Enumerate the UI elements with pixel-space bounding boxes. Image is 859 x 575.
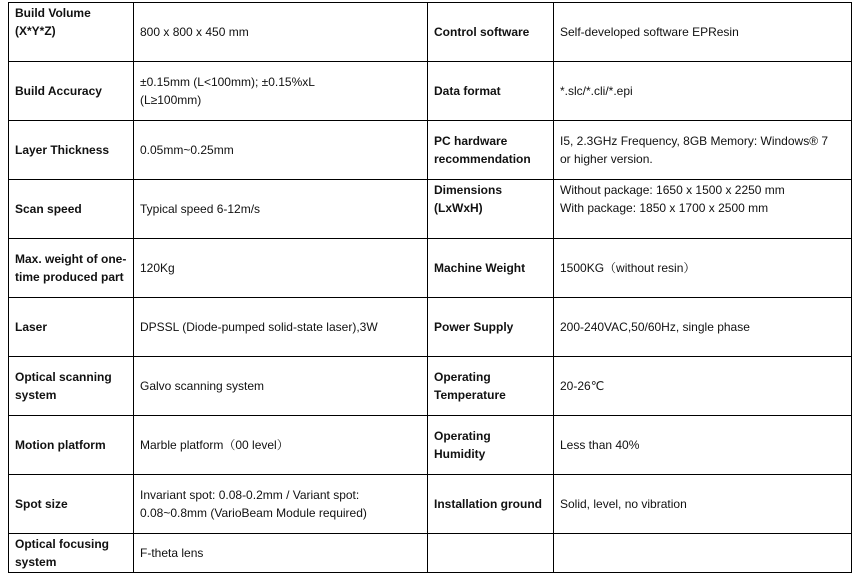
spec-label-text: Data format bbox=[434, 84, 501, 98]
spec-label-text: system bbox=[15, 388, 57, 402]
spec-label-cell bbox=[9, 180, 134, 239]
spec-label-cell bbox=[9, 62, 134, 121]
spec-value-cell bbox=[134, 121, 428, 180]
spec-label-text: Layer Thickness bbox=[15, 143, 110, 157]
spec-row bbox=[9, 239, 852, 298]
spec-value-text: With package: 1850 x 1700 x 2500 mm bbox=[560, 201, 769, 215]
spec-value-cell bbox=[134, 3, 428, 62]
spec-value-text: ±0.15mm (L<100mm); ±0.15%xL bbox=[140, 75, 315, 89]
spec-value-text: I5, 2.3GHz Frequency, 8GB Memory: Windows® 7 bbox=[560, 134, 829, 148]
spec-value-cell bbox=[554, 239, 852, 298]
spec-value-cell bbox=[554, 180, 852, 239]
spec-value-cell bbox=[554, 357, 852, 416]
spec-value-text: 1500KG（without resin） bbox=[560, 261, 696, 275]
spec-row bbox=[9, 534, 852, 573]
spec-value-cell bbox=[134, 180, 428, 239]
spec-value-cell bbox=[554, 416, 852, 475]
spec-label-cell bbox=[428, 62, 554, 121]
spec-label-cell bbox=[428, 121, 554, 180]
spec-value-text: *.slc/*.cli/*.epi bbox=[560, 84, 633, 98]
spec-label-text: Machine Weight bbox=[434, 261, 526, 275]
spec-value-text: 800 x 800 x 450 mm bbox=[140, 25, 249, 39]
spec-label-text: system bbox=[15, 555, 57, 569]
spec-label-cell bbox=[9, 239, 134, 298]
spec-label-cell bbox=[9, 416, 134, 475]
spec-row bbox=[9, 3, 852, 62]
spec-label-text: Installation ground bbox=[434, 497, 542, 511]
spec-row bbox=[9, 180, 852, 239]
spec-row bbox=[9, 475, 852, 534]
spec-label-text: Humidity bbox=[434, 447, 486, 461]
spec-value-text: Galvo scanning system bbox=[140, 379, 265, 393]
spec-label-cell bbox=[9, 357, 134, 416]
spec-label-cell bbox=[9, 534, 134, 573]
spec-value-text: Self-developed software EPResin bbox=[560, 25, 739, 39]
spec-label-cell bbox=[9, 3, 134, 62]
spec-value-cell bbox=[554, 121, 852, 180]
spec-label-text: (LxWxH) bbox=[434, 201, 483, 215]
spec-label-text: time produced part bbox=[15, 270, 124, 284]
spec-label-cell bbox=[9, 475, 134, 534]
spec-value-cell bbox=[134, 298, 428, 357]
spec-value-text: (L≥100mm) bbox=[140, 93, 202, 107]
spec-value-text: 0.08~0.8mm (VarioBeam Module required) bbox=[140, 506, 367, 520]
spec-row bbox=[9, 62, 852, 121]
spec-value-text: 120Kg bbox=[140, 261, 175, 275]
spec-value-cell bbox=[554, 62, 852, 121]
spec-value-cell bbox=[134, 416, 428, 475]
spec-row bbox=[9, 298, 852, 357]
spec-table bbox=[8, 2, 852, 573]
spec-label-text: Laser bbox=[15, 320, 48, 334]
spec-label-text: Spot size bbox=[15, 497, 68, 511]
spec-label-cell bbox=[428, 180, 554, 239]
spec-empty-cell bbox=[428, 534, 554, 573]
spec-label-text: Motion platform bbox=[15, 438, 106, 452]
spec-value-cell bbox=[134, 62, 428, 121]
spec-value-text: 20-26℃ bbox=[560, 379, 605, 393]
spec-label-text: PC hardware bbox=[434, 134, 508, 148]
spec-label-text: Power Supply bbox=[434, 320, 514, 334]
spec-label-text: Optical scanning bbox=[15, 370, 112, 384]
spec-row bbox=[9, 357, 852, 416]
spec-label-cell bbox=[428, 239, 554, 298]
spec-empty-cell bbox=[554, 534, 852, 573]
spec-label-cell bbox=[9, 298, 134, 357]
spec-label-text: Operating bbox=[434, 429, 491, 443]
spec-label-cell bbox=[428, 357, 554, 416]
spec-label-text: (X*Y*Z) bbox=[15, 24, 56, 38]
spec-label-text: Operating bbox=[434, 370, 491, 384]
spec-value-text: 200-240VAC,50/60Hz, single phase bbox=[560, 320, 750, 334]
spec-row bbox=[9, 416, 852, 475]
spec-table-body bbox=[9, 3, 852, 573]
spec-label-text: Dimensions bbox=[434, 183, 503, 197]
spec-value-text: Invariant spot: 0.08-0.2mm / Variant spot: bbox=[140, 488, 360, 502]
spec-label-cell bbox=[428, 416, 554, 475]
spec-row bbox=[9, 121, 852, 180]
spec-label-text: Optical focusing bbox=[15, 537, 110, 551]
spec-value-text: Marble platform（00 level） bbox=[140, 438, 289, 452]
spec-label-text: Build Accuracy bbox=[15, 84, 102, 98]
spec-label-cell bbox=[428, 475, 554, 534]
spec-label-text: Scan speed bbox=[15, 202, 82, 216]
spec-value-cell bbox=[554, 475, 852, 534]
spec-value-text: Solid, level, no vibration bbox=[560, 497, 687, 511]
spec-value-text: or higher version. bbox=[560, 152, 653, 166]
spec-label-cell bbox=[428, 3, 554, 62]
spec-label-text: Temperature bbox=[434, 388, 506, 402]
spec-value-text: 0.05mm~0.25mm bbox=[140, 143, 234, 157]
spec-value-text: DPSSL (Diode-pumped solid-state laser),3W bbox=[140, 320, 378, 334]
spec-value-cell bbox=[134, 534, 428, 573]
spec-value-cell bbox=[134, 475, 428, 534]
spec-label-cell bbox=[428, 298, 554, 357]
spec-label-text: Build Volume bbox=[15, 6, 91, 20]
spec-value-text: F-theta lens bbox=[140, 546, 204, 560]
spec-value-text: Without package: 1650 x 1500 x 2250 mm bbox=[560, 183, 785, 197]
spec-value-cell bbox=[554, 298, 852, 357]
spec-label-cell bbox=[9, 121, 134, 180]
spec-value-cell bbox=[134, 357, 428, 416]
spec-value-text: Less than 40% bbox=[560, 438, 640, 452]
spec-label-text: recommendation bbox=[434, 152, 531, 166]
spec-label-text: Control software bbox=[434, 25, 530, 39]
spec-value-cell bbox=[554, 3, 852, 62]
spec-value-cell bbox=[134, 239, 428, 298]
spec-label-text: Max. weight of one- bbox=[15, 252, 127, 266]
spec-value-text: Typical speed 6-12m/s bbox=[140, 202, 261, 216]
